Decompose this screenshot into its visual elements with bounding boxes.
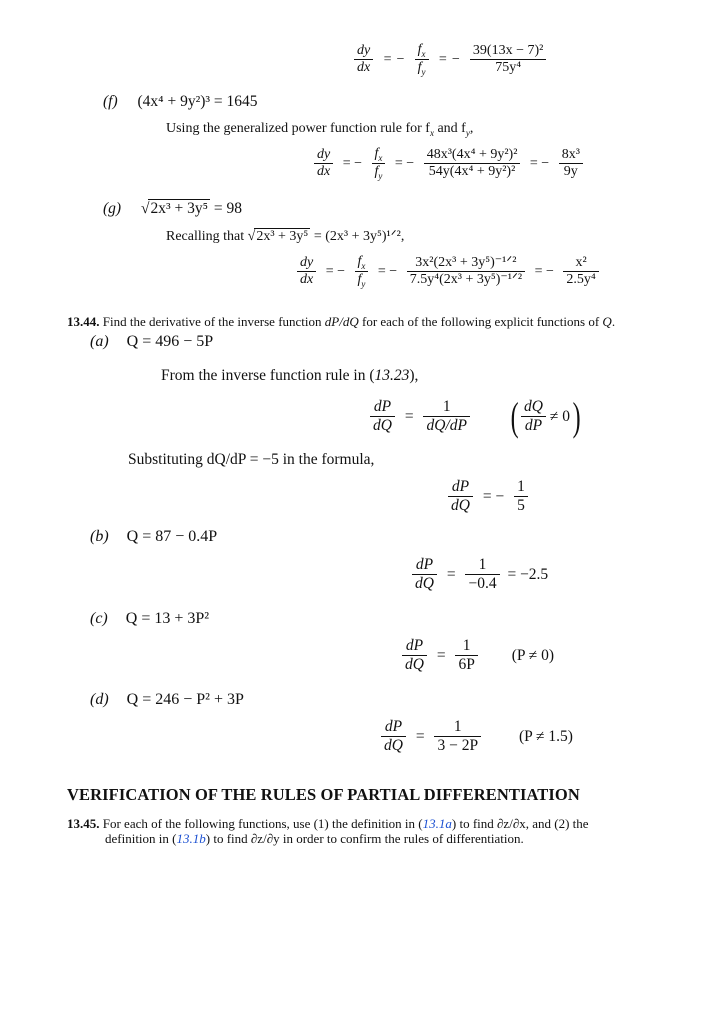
problem-13-45-cont: definition in (13.1b) to find ∂z/∂y in order to confirm the rules of differentiation. [105,831,524,846]
part-f-statement [103,93,258,111]
part-a-statement: (a) Q = 496 − 5P [90,333,214,350]
top-derivative-equation: $\frac{dy}{dx}$ = − $\frac{f_x}{f_y}$ = − $\frac{\text{39(13x − 7)²}}{\text{75y⁴}}$ [354,42,546,78]
part-a-inverse-rule: $\frac{dP}{dQ}$ = $\frac{1}{dQ/dP}$ ( $\frac{dQ}{dP}$ ≠ 0) [370,397,583,437]
part-a-result: $\frac{dP}{dQ}$ = − $\frac{1}{5}$ [448,478,528,515]
part-b-statement: (b) Q = 87 − 0.4P [90,528,218,545]
part-g-label: (g) [103,200,122,217]
part-g-explanation: Recalling that √2x³ + 3y⁵ = (2x³ + 3y⁵)¹ᐟ², [166,229,405,244]
part-d-result: $\frac{dP}{dQ}$ = $\frac{1}{3 - 2P}$ (P ≠ 1.5) [381,718,573,755]
part-a-explanation: From the inverse function rule in (13.23), [161,367,419,384]
part-f-equation: (4x⁴ + 9y²)³ = 1645 [137,93,258,110]
part-g-statement: (g) √2x³ + 3y⁵ = 98 [103,200,243,217]
part-f-explanation: Using the generalized power function rule for $f_x$ and $f_y$, [166,121,474,138]
part-g-derivative: $\frac{dy}{dx}$ = − $\frac{f_x}{f_y}$ = − $\frac{\text{3x²(2x³ + 3y⁵)⁻¹ᐟ²}}{\text{7.5y⁴(2x³ + 3y⁵)⁻¹ᐟ²}}$ = − $\frac{\text{x²}}{\text{2.5y⁴}}$ [297,254,599,290]
ref-13-1b-link[interactable]: 13.1b [176,831,206,846]
problem-13-44: 13.44. Find the derivative of the inverse function dP/dQ for each of the following explicit functions of Q. [67,314,616,329]
ref-13-1a-link[interactable]: 13.1a [422,816,452,831]
part-b-result: $\frac{dP}{dQ}$ = $\frac{1}{-0.4}$ = −2.5 [412,556,548,593]
part-c-statement: (c) Q = 13 + 3P² [90,610,210,627]
part-d-statement: (d) Q = 246 − P² + 3P [90,691,244,708]
part-c-result: $\frac{dP}{dQ}$ = $\frac{1}{6P}$ (P ≠ 0) [402,637,554,674]
part-a-substitution: Substituting dQ/dP = −5 in the formula, [128,451,375,468]
section-heading: VERIFICATION OF THE RULES OF PARTIAL DIFFERENTIATION [67,785,580,804]
part-f-label: (f) [103,93,118,110]
part-f-derivative: $\frac{dy}{dx}$ = − $\frac{f_x}{f_y}$ = − $\frac{\text{48x³(4x⁴ + 9y²)²}}{\text{54y(4x⁴ + 9y²)²}}$ = − $\frac{\text{8x³}}{9y}$ [314,146,583,182]
problem-13-45: 13.45. For each of the following functions, use (1) the definition in (13.1a) to find ∂z/∂x, and (2) the [67,816,589,831]
